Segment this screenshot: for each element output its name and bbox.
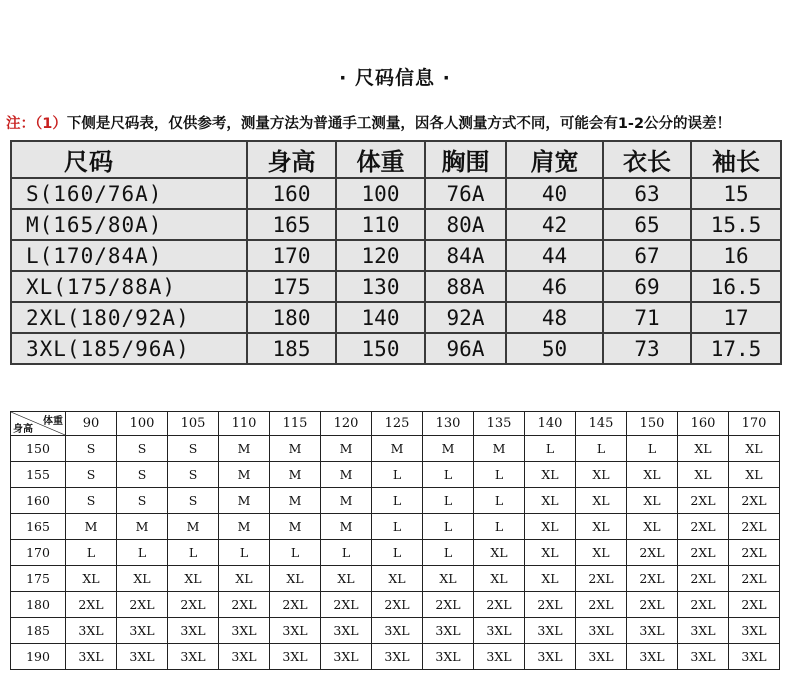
size-value-cell: 16.5 (691, 271, 781, 302)
size-recommendation-cell: 3XL (168, 644, 219, 670)
page-title: · 尺码信息 · (339, 67, 451, 89)
size-recommendation-cell: XL (117, 566, 168, 592)
note-label: 注：（1） (6, 116, 67, 132)
height-header-cell: 150 (11, 436, 66, 462)
size-recommendation-cell: M (219, 462, 270, 488)
size-recommendation-cell: M (219, 488, 270, 514)
size-recommendation-cell: 3XL (729, 618, 780, 644)
size-recommendation-cell: XL (474, 540, 525, 566)
size-table (10, 140, 782, 365)
height-header-cell: 185 (11, 618, 66, 644)
size-recommendation-cell: 3XL (372, 618, 423, 644)
size-recommendation-cell: L (474, 514, 525, 540)
height-header-cell: 160 (11, 488, 66, 514)
size-value-cell: 17 (691, 302, 781, 333)
size-value-cell: 17.5 (691, 333, 781, 364)
size-recommendation-cell: M (321, 462, 372, 488)
size-recommendation-cell: XL (372, 566, 423, 592)
size-recommendation-cell: XL (219, 566, 270, 592)
weight-header-cell: 110 (219, 412, 270, 436)
size-value-cell: 50 (506, 333, 603, 364)
size-recommendation-cell: L (372, 514, 423, 540)
size-label-cell: L(170/84A) (11, 240, 247, 271)
size-recommendation-cell: 2XL (117, 592, 168, 618)
size-recommendation-cell: L (372, 488, 423, 514)
size-recommendation-cell: L (576, 436, 627, 462)
size-recommendation-cell: L (321, 540, 372, 566)
size-recommendation-cell: XL (627, 462, 678, 488)
size-value-cell: 67 (603, 240, 691, 271)
size-recommendation-cell: 3XL (678, 644, 729, 670)
size-table-row (11, 240, 781, 271)
size-recommendation-cell: 3XL (576, 644, 627, 670)
lookup-row (11, 566, 780, 592)
size-recommendation-cell: 2XL (372, 592, 423, 618)
size-recommendation-cell: L (525, 436, 576, 462)
height-header-cell: 155 (11, 462, 66, 488)
size-recommendation-cell: 3XL (270, 618, 321, 644)
size-recommendation-cell: M (168, 514, 219, 540)
size-recommendation-cell: L (627, 436, 678, 462)
size-recommendation-cell: 3XL (525, 644, 576, 670)
size-recommendation-cell: 3XL (321, 644, 372, 670)
size-recommendation-cell: 2XL (525, 592, 576, 618)
size-value-cell: 40 (506, 178, 603, 209)
lookup-header-row (11, 412, 780, 436)
size-recommendation-cell: S (66, 488, 117, 514)
size-recommendation-cell: S (66, 436, 117, 462)
size-recommendation-cell: 2XL (627, 540, 678, 566)
size-recommendation-cell: M (117, 514, 168, 540)
size-value-cell: 16 (691, 240, 781, 271)
size-value-cell: 100 (336, 178, 425, 209)
size-recommendation-cell: L (66, 540, 117, 566)
size-value-cell: 175 (247, 271, 336, 302)
size-recommendation-cell: 2XL (270, 592, 321, 618)
size-lookup-table (10, 411, 780, 670)
size-value-cell: 180 (247, 302, 336, 333)
size-recommendation-cell: 3XL (474, 644, 525, 670)
weight-header-cell: 150 (627, 412, 678, 436)
size-table-row (11, 209, 781, 240)
height-header-cell: 175 (11, 566, 66, 592)
size-recommendation-cell: 2XL (423, 592, 474, 618)
size-recommendation-cell: M (474, 436, 525, 462)
size-recommendation-cell: 2XL (678, 514, 729, 540)
size-recommendation-cell: 2XL (729, 592, 780, 618)
size-value-cell: 92A (425, 302, 506, 333)
size-recommendation-cell: S (117, 462, 168, 488)
size-recommendation-cell: 3XL (627, 644, 678, 670)
height-axis-label: 身高 (13, 424, 33, 435)
size-value-cell: 170 (247, 240, 336, 271)
size-recommendation-cell: M (219, 436, 270, 462)
size-value-cell: 130 (336, 271, 425, 302)
weight-header-cell: 90 (66, 412, 117, 436)
size-recommendation-cell: 2XL (576, 592, 627, 618)
size-recommendation-cell: XL (525, 514, 576, 540)
size-recommendation-cell: 2XL (678, 592, 729, 618)
size-recommendation-cell: L (117, 540, 168, 566)
size-recommendation-cell: M (423, 436, 474, 462)
size-value-cell: 140 (336, 302, 425, 333)
size-recommendation-cell: 3XL (678, 618, 729, 644)
lookup-row (11, 644, 780, 670)
size-table-row (11, 333, 781, 364)
size-table-header-cell: 体重 (336, 141, 425, 178)
size-value-cell: 15 (691, 178, 781, 209)
size-value-cell: 76A (425, 178, 506, 209)
size-recommendation-cell: XL (729, 436, 780, 462)
size-recommendation-cell: S (168, 488, 219, 514)
size-recommendation-cell: 3XL (423, 618, 474, 644)
size-recommendation-cell: 3XL (372, 644, 423, 670)
size-recommendation-cell: L (168, 540, 219, 566)
size-label-cell: XL(175/88A) (11, 271, 247, 302)
size-recommendation-cell: 2XL (474, 592, 525, 618)
size-recommendation-cell: M (270, 514, 321, 540)
size-recommendation-cell: XL (576, 488, 627, 514)
size-recommendation-cell: S (168, 462, 219, 488)
size-recommendation-cell: 3XL (525, 618, 576, 644)
size-recommendation-cell: L (270, 540, 321, 566)
size-recommendation-cell: L (372, 540, 423, 566)
size-value-cell: 160 (247, 178, 336, 209)
size-value-cell: 120 (336, 240, 425, 271)
size-value-cell: 71 (603, 302, 691, 333)
size-value-cell: 69 (603, 271, 691, 302)
height-header-cell: 180 (11, 592, 66, 618)
weight-axis-label: 体重 (43, 416, 63, 427)
size-recommendation-cell: 2XL (678, 488, 729, 514)
size-recommendation-cell: XL (66, 566, 117, 592)
size-label-cell: M(165/80A) (11, 209, 247, 240)
lookup-row (11, 436, 780, 462)
size-value-cell: 96A (425, 333, 506, 364)
lookup-row (11, 462, 780, 488)
size-recommendation-cell: 3XL (219, 618, 270, 644)
size-recommendation-cell: XL (576, 462, 627, 488)
weight-header-cell: 105 (168, 412, 219, 436)
size-recommendation-cell: XL (423, 566, 474, 592)
size-recommendation-cell: 3XL (729, 644, 780, 670)
size-recommendation-cell: L (219, 540, 270, 566)
size-value-cell: 42 (506, 209, 603, 240)
size-recommendation-cell: L (372, 462, 423, 488)
size-recommendation-cell: 3XL (321, 618, 372, 644)
size-recommendation-cell: L (423, 462, 474, 488)
size-recommendation-cell: 2XL (729, 488, 780, 514)
size-value-cell: 15.5 (691, 209, 781, 240)
size-recommendation-cell: L (474, 488, 525, 514)
size-recommendation-cell: XL (678, 462, 729, 488)
size-recommendation-cell: 3XL (66, 644, 117, 670)
size-note (6, 112, 731, 133)
size-recommendation-cell: XL (678, 436, 729, 462)
lookup-row (11, 592, 780, 618)
size-table-row (11, 178, 781, 209)
size-value-cell: 73 (603, 333, 691, 364)
size-value-cell: 46 (506, 271, 603, 302)
height-header-cell: 170 (11, 540, 66, 566)
weight-header-cell: 125 (372, 412, 423, 436)
note-text: 下侧是尺码表，仅供参考，测量方法为普通手工测量，因各人测量方式不同，可能会有1-2公分的误差！ (66, 116, 732, 132)
size-recommendation-cell: XL (168, 566, 219, 592)
size-recommendation-cell: XL (525, 488, 576, 514)
size-recommendation-cell: 2XL (576, 566, 627, 592)
lookup-row (11, 514, 780, 540)
size-table-row (11, 271, 781, 302)
size-value-cell: 65 (603, 209, 691, 240)
weight-header-cell: 135 (474, 412, 525, 436)
lookup-row (11, 618, 780, 644)
size-recommendation-cell: 3XL (423, 644, 474, 670)
size-value-cell: 84A (425, 240, 506, 271)
size-recommendation-cell: M (270, 488, 321, 514)
size-recommendation-cell: XL (627, 514, 678, 540)
size-recommendation-cell: M (270, 462, 321, 488)
size-table-header-cell: 胸围 (425, 141, 506, 178)
size-value-cell: 44 (506, 240, 603, 271)
weight-header-cell: 170 (729, 412, 780, 436)
lookup-row (11, 540, 780, 566)
size-recommendation-cell: 3XL (66, 618, 117, 644)
height-header-cell: 190 (11, 644, 66, 670)
size-recommendation-cell: 3XL (270, 644, 321, 670)
size-recommendation-cell: S (117, 436, 168, 462)
size-table-header-cell: 衣长 (603, 141, 691, 178)
size-recommendation-cell: S (66, 462, 117, 488)
size-recommendation-cell: 3XL (576, 618, 627, 644)
size-table-header-cell: 尺码 (11, 141, 247, 178)
size-recommendation-cell: M (270, 436, 321, 462)
size-recommendation-cell: XL (270, 566, 321, 592)
lookup-row (11, 488, 780, 514)
size-label-cell: S(160/76A) (11, 178, 247, 209)
size-recommendation-cell: L (423, 488, 474, 514)
size-recommendation-cell: 2XL (678, 540, 729, 566)
size-recommendation-cell: M (321, 488, 372, 514)
size-recommendation-cell: S (117, 488, 168, 514)
weight-header-cell: 100 (117, 412, 168, 436)
size-value-cell: 185 (247, 333, 336, 364)
size-recommendation-cell: 2XL (168, 592, 219, 618)
size-recommendation-cell: XL (627, 488, 678, 514)
size-recommendation-cell: XL (576, 514, 627, 540)
size-value-cell: 150 (336, 333, 425, 364)
size-recommendation-cell: XL (474, 566, 525, 592)
size-recommendation-cell: M (321, 514, 372, 540)
height-header-cell: 165 (11, 514, 66, 540)
size-recommendation-cell: M (66, 514, 117, 540)
size-table-row (11, 302, 781, 333)
size-recommendation-cell: 2XL (66, 592, 117, 618)
size-recommendation-cell: XL (525, 462, 576, 488)
weight-header-cell: 145 (576, 412, 627, 436)
size-recommendation-cell: XL (525, 540, 576, 566)
size-recommendation-cell: XL (525, 566, 576, 592)
size-recommendation-cell: XL (576, 540, 627, 566)
size-recommendation-cell: 2XL (627, 592, 678, 618)
size-table-header-cell: 肩宽 (506, 141, 603, 178)
size-recommendation-cell: 3XL (168, 618, 219, 644)
size-value-cell: 110 (336, 209, 425, 240)
size-recommendation-cell: 2XL (729, 514, 780, 540)
size-recommendation-cell: 2XL (729, 540, 780, 566)
weight-header-cell: 115 (270, 412, 321, 436)
size-recommendation-cell: L (423, 540, 474, 566)
size-recommendation-cell: XL (321, 566, 372, 592)
size-recommendation-cell: 3XL (117, 644, 168, 670)
size-recommendation-cell: 3XL (117, 618, 168, 644)
size-recommendation-cell: L (474, 462, 525, 488)
size-table-header (11, 141, 781, 178)
size-value-cell: 63 (603, 178, 691, 209)
size-value-cell: 48 (506, 302, 603, 333)
size-recommendation-cell: 3XL (219, 644, 270, 670)
size-recommendation-cell: M (372, 436, 423, 462)
size-recommendation-cell: 2XL (627, 566, 678, 592)
size-recommendation-cell: 2XL (219, 592, 270, 618)
size-value-cell: 88A (425, 271, 506, 302)
size-recommendation-cell: 3XL (474, 618, 525, 644)
size-value-cell: 80A (425, 209, 506, 240)
size-recommendation-cell: 3XL (627, 618, 678, 644)
size-label-cell: 3XL(185/96A) (11, 333, 247, 364)
size-recommendation-cell: 2XL (678, 566, 729, 592)
size-table-header-cell: 袖长 (691, 141, 781, 178)
size-label-cell: 2XL(180/92A) (11, 302, 247, 333)
size-table-header-cell: 身高 (247, 141, 336, 178)
weight-header-cell: 140 (525, 412, 576, 436)
weight-header-cell: 130 (423, 412, 474, 436)
weight-header-cell: 160 (678, 412, 729, 436)
size-value-cell: 165 (247, 209, 336, 240)
size-recommendation-cell: S (168, 436, 219, 462)
lookup-corner-cell (11, 412, 66, 436)
size-recommendation-cell: XL (729, 462, 780, 488)
size-recommendation-cell: 2XL (321, 592, 372, 618)
size-recommendation-cell: M (219, 514, 270, 540)
weight-header-cell: 120 (321, 412, 372, 436)
size-recommendation-cell: 2XL (729, 566, 780, 592)
size-recommendation-cell: M (321, 436, 372, 462)
size-recommendation-cell: L (423, 514, 474, 540)
